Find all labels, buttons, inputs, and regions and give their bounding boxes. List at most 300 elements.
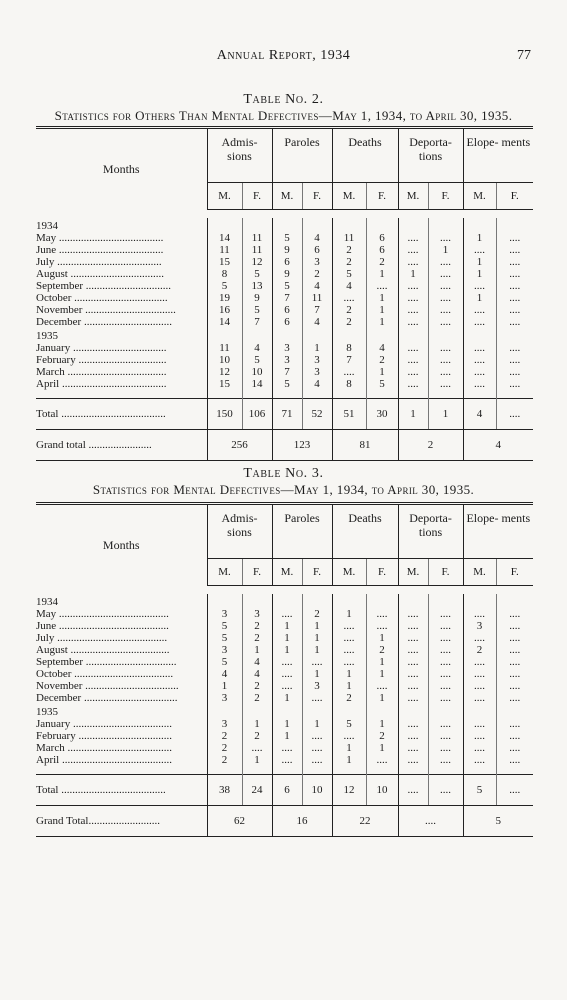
row-label: April ........................................ — [36, 753, 172, 766]
cell: .... — [496, 232, 533, 244]
cell: 11 — [302, 292, 332, 304]
table-2-caption: Statistics for Others Than Mental Defectives—May 1, 1934, to April 30, 1935. — [54, 108, 513, 123]
cell: .... — [463, 378, 496, 390]
cell — [242, 594, 272, 608]
row-label: February ................................ — [36, 353, 167, 366]
cell: .... — [496, 742, 533, 754]
cell: .... — [398, 692, 428, 704]
cell: 2 — [242, 692, 272, 704]
cell: 6 — [272, 256, 302, 268]
grand-total-cell: 123 — [272, 429, 332, 460]
cell: .... — [242, 742, 272, 754]
cell: 1 — [366, 268, 398, 280]
cell: .... — [463, 316, 496, 328]
cell: .... — [496, 244, 533, 256]
row-label: August .................................... — [36, 643, 170, 656]
cell: .... — [366, 680, 398, 692]
cell: 1 — [302, 718, 332, 730]
total-row — [36, 398, 533, 429]
cell — [332, 218, 366, 232]
cell: 1 — [272, 632, 302, 644]
total-cell: 106 — [242, 398, 272, 429]
cell: 2 — [207, 742, 242, 754]
row-label: 1935 — [36, 329, 58, 342]
grand-total-cell: 256 — [207, 429, 272, 460]
cell: 5 — [242, 354, 272, 366]
table-row — [36, 754, 533, 766]
grand-total-row — [36, 429, 533, 460]
table-row — [36, 366, 533, 378]
cell: .... — [398, 304, 428, 316]
total-label: Total ...................................... — [36, 398, 207, 429]
cell: 10 — [242, 366, 272, 378]
cell: .... — [428, 668, 463, 680]
table-row — [36, 304, 533, 316]
cell: .... — [398, 680, 428, 692]
total-cell: 1 — [398, 398, 428, 429]
cell: 5 — [366, 378, 398, 390]
cell: 3 — [302, 354, 332, 366]
cell: 5 — [332, 268, 366, 280]
cell: .... — [463, 754, 496, 766]
row-label: June ...................................... — [36, 243, 164, 256]
cell: .... — [398, 366, 428, 378]
cell: .... — [398, 742, 428, 754]
column-group-header: Elope- ments — [463, 128, 533, 183]
cell — [207, 218, 242, 232]
cell: 5 — [242, 268, 272, 280]
table-row — [36, 692, 533, 704]
cell — [272, 328, 302, 342]
sex-column-header: F. — [302, 558, 332, 585]
cell: .... — [428, 268, 463, 280]
sex-column-header: F. — [242, 182, 272, 209]
cell: 1 — [463, 232, 496, 244]
cell: 1 — [272, 644, 302, 656]
cell — [463, 218, 496, 232]
table-3-label: Table No. 3. — [243, 466, 324, 481]
cell: .... — [398, 342, 428, 354]
cell: .... — [272, 680, 302, 692]
cell: 2 — [242, 620, 272, 632]
row-label: May ........................................ — [36, 607, 169, 620]
cell: 5 — [272, 232, 302, 244]
cell: 2 — [332, 256, 366, 268]
cell — [242, 704, 272, 718]
cell: 3 — [242, 608, 272, 620]
cell: .... — [428, 754, 463, 766]
row-label: April ...................................... — [36, 377, 167, 390]
cell: 11 — [242, 232, 272, 244]
table-row — [36, 378, 533, 390]
cell: 3 — [207, 644, 242, 656]
cell — [496, 594, 533, 608]
total-cell: 52 — [302, 398, 332, 429]
cell: .... — [398, 656, 428, 668]
cell: .... — [398, 668, 428, 680]
sex-column-header: F. — [366, 558, 398, 585]
cell: .... — [428, 292, 463, 304]
cell: .... — [302, 692, 332, 704]
cell — [302, 594, 332, 608]
cell: .... — [398, 620, 428, 632]
cell: 5 — [207, 280, 242, 292]
cell: .... — [496, 304, 533, 316]
cell: .... — [496, 366, 533, 378]
cell: .... — [463, 304, 496, 316]
cell: .... — [496, 280, 533, 292]
cell — [332, 594, 366, 608]
cell: .... — [398, 644, 428, 656]
cell: .... — [366, 754, 398, 766]
cell: 3 — [302, 366, 332, 378]
cell: 4 — [302, 232, 332, 244]
cell — [302, 218, 332, 232]
total-cell: .... — [496, 398, 533, 429]
cell: .... — [496, 342, 533, 354]
cell: 1 — [302, 668, 332, 680]
cell: 2 — [207, 754, 242, 766]
row-label: 1935 — [36, 705, 58, 718]
total-cell: 150 — [207, 398, 242, 429]
cell: .... — [463, 668, 496, 680]
sex-column-header: M. — [398, 182, 428, 209]
grand-total-cell: 81 — [332, 429, 398, 460]
cell: 1 — [398, 268, 428, 280]
total-label: Total ...................................... — [36, 774, 207, 805]
table-row — [36, 742, 533, 754]
sex-column-header: F. — [366, 182, 398, 209]
cell: .... — [302, 730, 332, 742]
table-row — [36, 354, 533, 366]
grand-total-cell: 5 — [463, 805, 533, 836]
row-label: May ...................................... — [36, 231, 164, 244]
cell: 2 — [332, 304, 366, 316]
cell: .... — [398, 280, 428, 292]
page-number: 77 — [517, 48, 531, 63]
cell: .... — [428, 692, 463, 704]
cell: 1 — [366, 692, 398, 704]
sex-column-header: M. — [463, 182, 496, 209]
cell — [366, 704, 398, 718]
cell: .... — [398, 608, 428, 620]
cell: .... — [463, 244, 496, 256]
cell: 8 — [332, 378, 366, 390]
sex-column-header: M. — [332, 558, 366, 585]
total-cell: 1 — [428, 398, 463, 429]
cell: .... — [428, 656, 463, 668]
cell: 1 — [463, 268, 496, 280]
cell: .... — [428, 304, 463, 316]
cell: .... — [428, 366, 463, 378]
cell: 3 — [302, 256, 332, 268]
sex-column-header: F. — [428, 558, 463, 585]
cell: 14 — [242, 378, 272, 390]
cell: 1 — [366, 668, 398, 680]
cell: .... — [272, 742, 302, 754]
total-cell: 71 — [272, 398, 302, 429]
table-row — [36, 620, 533, 632]
cell — [302, 704, 332, 718]
cell: 1 — [242, 644, 272, 656]
column-group-header: Admis- sions — [207, 504, 272, 559]
grand-total-label: Grand Total.......................... — [36, 805, 207, 836]
cell: .... — [463, 342, 496, 354]
cell: 2 — [207, 730, 242, 742]
cell: .... — [332, 366, 366, 378]
cell: 4 — [242, 656, 272, 668]
cell: 1 — [272, 620, 302, 632]
table-row — [36, 632, 533, 644]
cell: 5 — [272, 378, 302, 390]
cell: .... — [428, 730, 463, 742]
cell: 1 — [302, 644, 332, 656]
cell — [272, 594, 302, 608]
cell: .... — [496, 620, 533, 632]
cell: 4 — [207, 668, 242, 680]
grand-total-label: Grand total ....................... — [36, 429, 207, 460]
sex-column-header: M. — [272, 182, 302, 209]
row-label: March ...................................... — [36, 741, 172, 754]
cell — [398, 218, 428, 232]
total-cell: 30 — [366, 398, 398, 429]
cell: 1 — [366, 718, 398, 730]
cell — [302, 328, 332, 342]
row-label: December ................................ — [36, 315, 172, 328]
cell: 14 — [207, 316, 242, 328]
cell: .... — [496, 644, 533, 656]
cell: 16 — [207, 304, 242, 316]
cell: .... — [428, 378, 463, 390]
table-row — [36, 316, 533, 328]
cell: 1 — [207, 680, 242, 692]
cell: 7 — [332, 354, 366, 366]
cell: .... — [496, 668, 533, 680]
total-cell: 12 — [332, 774, 366, 805]
cell: .... — [463, 680, 496, 692]
cell: .... — [332, 632, 366, 644]
year-row — [36, 594, 533, 608]
cell: 4 — [366, 342, 398, 354]
cell: 10 — [207, 354, 242, 366]
cell: .... — [463, 280, 496, 292]
cell: 2 — [242, 632, 272, 644]
cell: 2 — [366, 354, 398, 366]
row-label: 1934 — [36, 219, 58, 232]
cell: 2 — [332, 692, 366, 704]
cell: .... — [463, 354, 496, 366]
cell: 15 — [207, 378, 242, 390]
row-label: September ................................. — [36, 655, 177, 668]
cell: 2 — [242, 730, 272, 742]
cell: .... — [428, 280, 463, 292]
cell: 1 — [366, 656, 398, 668]
cell: .... — [496, 378, 533, 390]
cell: 8 — [332, 342, 366, 354]
cell: .... — [302, 656, 332, 668]
cell: 1 — [242, 718, 272, 730]
cell: .... — [366, 608, 398, 620]
cell — [496, 328, 533, 342]
running-head — [0, 48, 567, 68]
cell: .... — [272, 668, 302, 680]
cell: .... — [366, 280, 398, 292]
cell: .... — [496, 718, 533, 730]
cell: 3 — [272, 354, 302, 366]
cell: .... — [332, 644, 366, 656]
table-row — [36, 256, 533, 268]
cell: 7 — [272, 292, 302, 304]
column-group-header: Admis- sions — [207, 128, 272, 183]
cell: 3 — [272, 342, 302, 354]
row-label: November ................................. — [36, 303, 176, 316]
cell: .... — [428, 718, 463, 730]
cell — [207, 704, 242, 718]
grand-total-cell: 62 — [207, 805, 272, 836]
table-row — [36, 280, 533, 292]
cell: .... — [496, 292, 533, 304]
cell — [398, 594, 428, 608]
cell: .... — [463, 608, 496, 620]
total-cell: 10 — [366, 774, 398, 805]
sex-column-header: M. — [332, 182, 366, 209]
cell: 2 — [463, 644, 496, 656]
sex-column-header: F. — [242, 558, 272, 585]
cell: .... — [272, 608, 302, 620]
cell — [242, 328, 272, 342]
total-cell: .... — [428, 774, 463, 805]
total-cell: 4 — [463, 398, 496, 429]
cell: .... — [428, 632, 463, 644]
cell: .... — [332, 730, 366, 742]
cell: 19 — [207, 292, 242, 304]
cell: 3 — [463, 620, 496, 632]
total-cell: 10 — [302, 774, 332, 805]
report-title: Annual Report, 1934 — [216, 48, 351, 63]
cell: 8 — [207, 268, 242, 280]
cell: 5 — [272, 280, 302, 292]
cell: 1 — [366, 292, 398, 304]
cell — [463, 328, 496, 342]
row-label: 1934 — [36, 595, 58, 608]
year-row — [36, 218, 533, 232]
table-row — [36, 668, 533, 680]
cell: 2 — [332, 244, 366, 256]
cell: 1 — [332, 754, 366, 766]
cell: 11 — [207, 244, 242, 256]
cell — [428, 594, 463, 608]
cell: .... — [302, 742, 332, 754]
grand-total-row — [36, 805, 533, 836]
months-header: Months — [36, 128, 207, 210]
cell: 2 — [366, 730, 398, 742]
cell: 4 — [302, 280, 332, 292]
cell: 2 — [366, 256, 398, 268]
table-row — [36, 268, 533, 280]
cell: 1 — [242, 754, 272, 766]
cell: .... — [463, 366, 496, 378]
table-row — [36, 718, 533, 730]
cell: 2 — [332, 316, 366, 328]
row-label: January .................................. — [36, 341, 167, 354]
cell: 6 — [272, 304, 302, 316]
sex-column-header: F. — [428, 182, 463, 209]
cell — [366, 218, 398, 232]
cell: 1 — [366, 366, 398, 378]
total-cell: .... — [398, 774, 428, 805]
grand-total-cell: .... — [398, 805, 463, 836]
cell — [272, 704, 302, 718]
cell — [332, 328, 366, 342]
cell: 4 — [332, 280, 366, 292]
cell — [366, 594, 398, 608]
table-row — [36, 656, 533, 668]
cell: 6 — [366, 232, 398, 244]
row-label: December .................................. — [36, 691, 178, 704]
cell: .... — [496, 680, 533, 692]
total-row — [36, 774, 533, 805]
cell: .... — [496, 730, 533, 742]
cell: .... — [496, 256, 533, 268]
cell: 1 — [272, 730, 302, 742]
row-label: October .................................... — [36, 667, 174, 680]
row-label: July ........................................ — [36, 631, 168, 644]
row-label: October .................................. — [36, 291, 168, 304]
cell: .... — [398, 292, 428, 304]
grand-total-cell: 2 — [398, 429, 463, 460]
cell: 1 — [302, 632, 332, 644]
cell: 2 — [242, 680, 272, 692]
cell: 3 — [302, 680, 332, 692]
cell: .... — [302, 754, 332, 766]
table-row — [36, 244, 533, 256]
cell: 13 — [242, 280, 272, 292]
table-2 — [36, 126, 533, 461]
row-label: January .................................... — [36, 717, 172, 730]
cell: .... — [398, 730, 428, 742]
cell: 9 — [272, 244, 302, 256]
cell: 9 — [272, 268, 302, 280]
cell — [428, 704, 463, 718]
cell: 1 — [272, 692, 302, 704]
column-group-header: Paroles — [272, 128, 332, 183]
table-3-caption: Statistics for Mental Defectives—May 1, 1934, to April 30, 1935. — [92, 482, 475, 497]
column-group-header: Deaths — [332, 128, 398, 183]
cell: 7 — [302, 304, 332, 316]
cell: .... — [496, 608, 533, 620]
cell: 3 — [207, 608, 242, 620]
cell: 1 — [366, 304, 398, 316]
cell: 11 — [207, 342, 242, 354]
cell: 5 — [332, 718, 366, 730]
total-cell: .... — [496, 774, 533, 805]
cell: 1 — [332, 742, 366, 754]
cell: 1 — [302, 342, 332, 354]
total-cell: 5 — [463, 774, 496, 805]
cell: .... — [398, 354, 428, 366]
cell: .... — [463, 632, 496, 644]
cell: 14 — [207, 232, 242, 244]
cell: 1 — [272, 718, 302, 730]
sex-column-header: M. — [463, 558, 496, 585]
cell — [496, 704, 533, 718]
cell: .... — [496, 632, 533, 644]
cell: .... — [463, 656, 496, 668]
cell: .... — [496, 754, 533, 766]
cell: .... — [496, 316, 533, 328]
cell: .... — [428, 644, 463, 656]
cell — [428, 218, 463, 232]
